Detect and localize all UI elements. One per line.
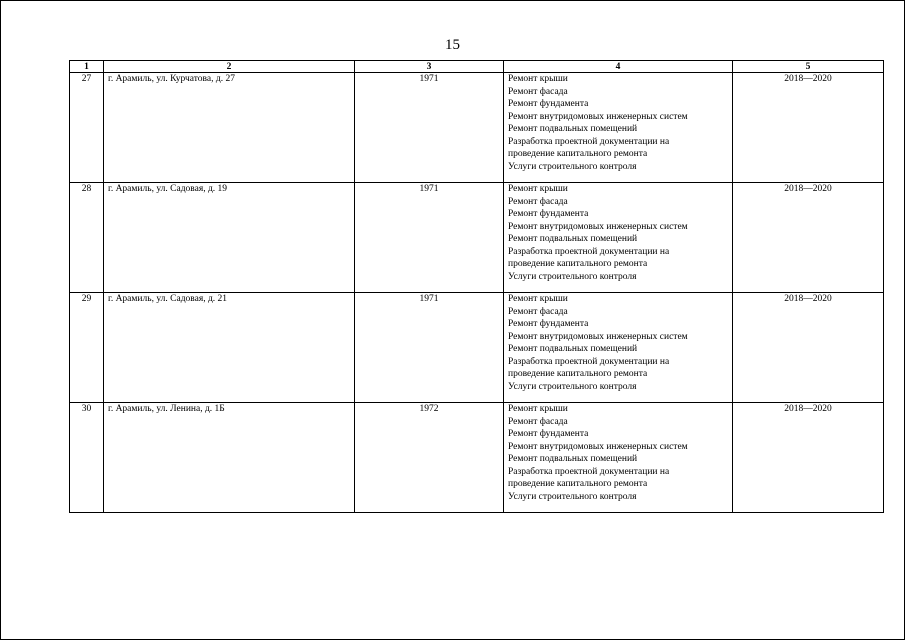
table-row [70,293,884,403]
table-row [70,183,884,293]
work-item: проведение капитального ремонта [508,479,648,489]
row-number: 28 [70,183,104,293]
table-header-row [70,61,884,73]
repair-period: 2018—2020 [733,403,884,513]
work-item: Ремонт подвальных помещений [508,344,638,354]
work-item: проведение капитального ремонта [508,149,648,159]
construction-year: 1971 [355,293,504,403]
work-item: Услуги строительного контроля [508,271,637,282]
work-item: Разработка проектной документации на [508,246,670,257]
work-item: Ремонт фасада [508,86,568,97]
table-row [70,73,884,183]
work-item: Ремонт внутридомовых инженерных систем [508,331,688,342]
work-item: Ремонт крыши [508,404,568,414]
work-item: Ремонт подвальных помещений [508,124,638,134]
building-address: г. Арамиль, ул. Садовая, д. 21 [104,293,355,403]
work-item: Ремонт внутридомовых инженерных систем [508,111,688,122]
construction-year: 1971 [355,183,504,293]
work-item: Ремонт фундамента [508,99,589,109]
work-item: Ремонт фундамента [508,429,589,439]
work-item: Услуги строительного контроля [508,491,637,502]
work-item: Разработка проектной документации на [508,136,670,147]
repair-schedule-table [69,60,884,513]
work-item: Ремонт крыши [508,294,568,304]
repair-works-list [504,293,733,403]
column-header-number: 1 [70,61,104,73]
work-item: проведение капитального ремонта [508,259,648,269]
building-address: г. Арамиль, ул. Ленина, д. 1Б [104,403,355,513]
building-address: г. Арамиль, ул. Садовая, д. 19 [104,183,355,293]
construction-year: 1972 [355,403,504,513]
construction-year: 1971 [355,73,504,183]
work-item: Услуги строительного контроля [508,381,637,392]
column-header-year: 3 [355,61,504,73]
work-item: Услуги строительного контроля [508,161,637,172]
column-header-period: 5 [733,61,884,73]
work-item: Ремонт фасада [508,306,568,317]
work-item: проведение капитального ремонта [508,369,648,379]
repair-period: 2018—2020 [733,183,884,293]
work-item: Ремонт фундамента [508,209,589,219]
work-item: Ремонт фундамента [508,319,589,329]
work-item: Ремонт фасада [508,416,568,427]
work-item: Разработка проектной документации на [508,466,670,477]
work-item: Ремонт крыши [508,184,568,194]
repair-works-list [504,183,733,293]
work-item: Ремонт внутридомовых инженерных систем [508,441,688,452]
table-row [70,403,884,513]
row-number: 29 [70,293,104,403]
work-item: Ремонт подвальных помещений [508,454,638,464]
row-number: 30 [70,403,104,513]
work-item: Разработка проектной документации на [508,356,670,367]
repair-period: 2018—2020 [733,293,884,403]
repair-works-list [504,403,733,513]
work-item: Ремонт подвальных помещений [508,234,638,244]
column-header-works: 4 [504,61,733,73]
page-number: 15 [445,37,460,53]
building-address: г. Арамиль, ул. Курчатова, д. 27 [104,73,355,183]
repair-period: 2018—2020 [733,73,884,183]
row-number: 27 [70,73,104,183]
repair-works-list [504,73,733,183]
work-item: Ремонт крыши [508,74,568,84]
column-header-address: 2 [104,61,355,73]
work-item: Ремонт фасада [508,196,568,207]
work-item: Ремонт внутридомовых инженерных систем [508,221,688,232]
